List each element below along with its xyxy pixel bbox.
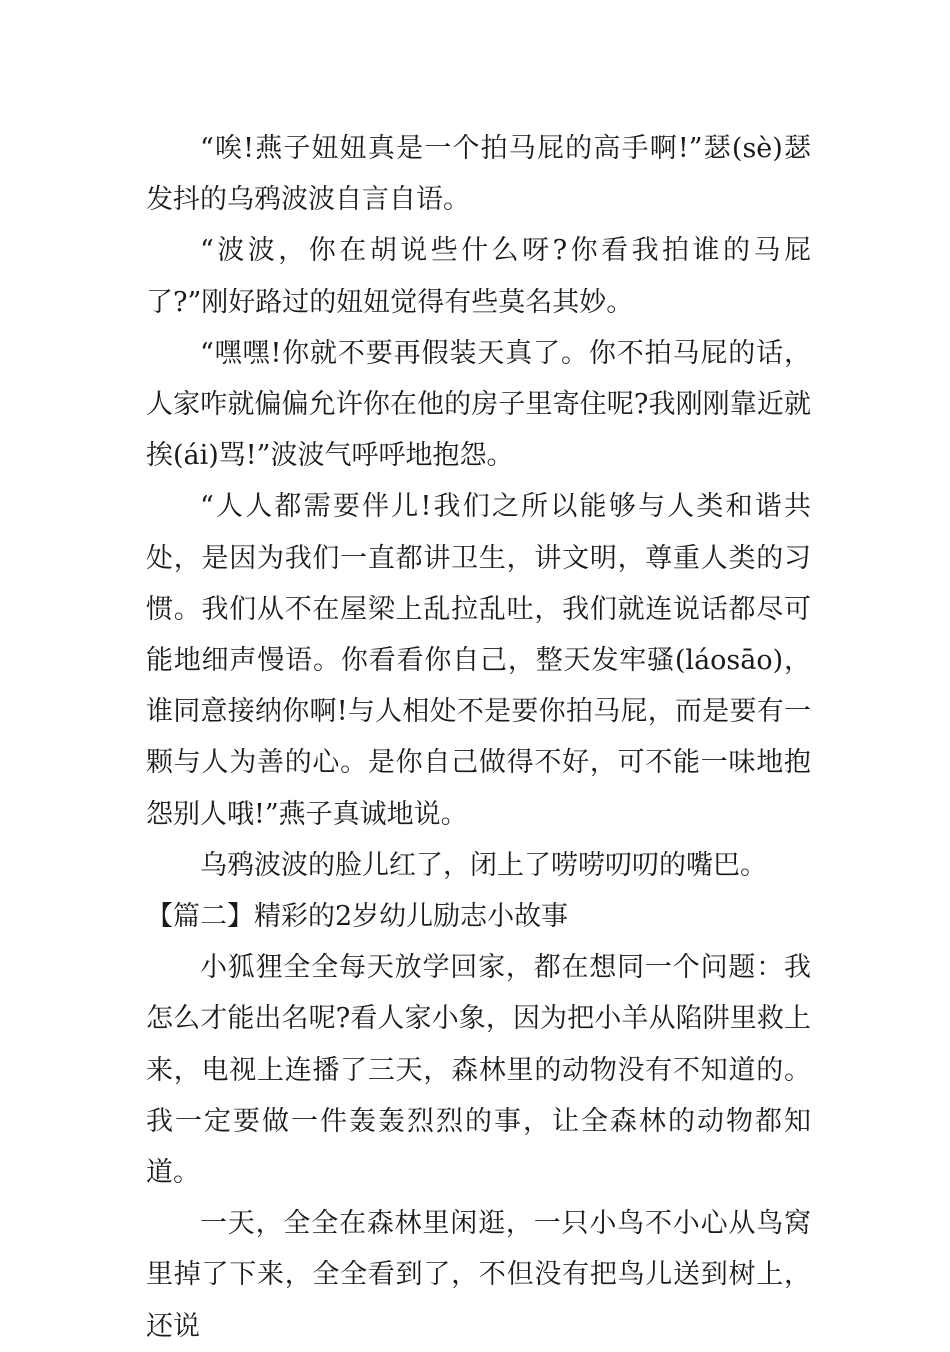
section-paragraph-1: 小狐狸全全每天放学回家，都在想同一个问题：我怎么才能出名呢?看人家小象，因为把小羊从陷阱里救上来，电视上连播了三天，森林里的动物没有不知道的。我一定要做一件轰轰烈烈的事，让全森林的动物都知道。: [146, 952, 811, 1189]
section-heading: 【篇二】精彩的2岁幼儿励志小故事: [146, 901, 569, 933]
story-paragraph-5: 乌鸦波波的脸儿红了，闭上了唠唠叨叨的嘴巴。: [200, 849, 767, 881]
story-paragraph-1: “唉!燕子妞妞真是一个拍马屁的高手啊!”瑟(sè)瑟发抖的乌鸦波波自言自语。: [146, 133, 811, 216]
story-paragraph-3: “嘿嘿!你就不要再假装天真了。你不拍马屁的话，人家咋就偏偏允许你在他的房子里寄住呢?我刚刚靠近就挨(ái)骂!”波波气呼呼地抱怨。: [146, 337, 811, 472]
document-page: [146, 123, 811, 1352]
story-paragraph-4: “人人都需要伴儿!我们之所以能够与人类和谐共处，是因为我们一直都讲卫生，讲文明，尊重人类的习惯。我们从不在屋梁上乱拉乱吐，我们就连说话都尽可能地细声慢语。你看看你自己，整天发牢骚(láosāo)，谁同意接纳你啊!与人相处不是要你拍马屁，而是要有一颗与人为善的心。是你自己做得不好，可不能一味地抱怨别人哦!”燕子真诚地说。: [146, 491, 811, 830]
story-paragraph-2: “波波，你在胡说些什么呀?你看我拍谁的马屁了?”刚好路过的妞妞觉得有些莫名其妙。: [146, 235, 811, 318]
section-paragraph-2: 一天，全全在森林里闲逛，一只小鸟不小心从鸟窝里掉了下来，全全看到了，不但没有把鸟儿送到树上，还说: [146, 1208, 811, 1342]
